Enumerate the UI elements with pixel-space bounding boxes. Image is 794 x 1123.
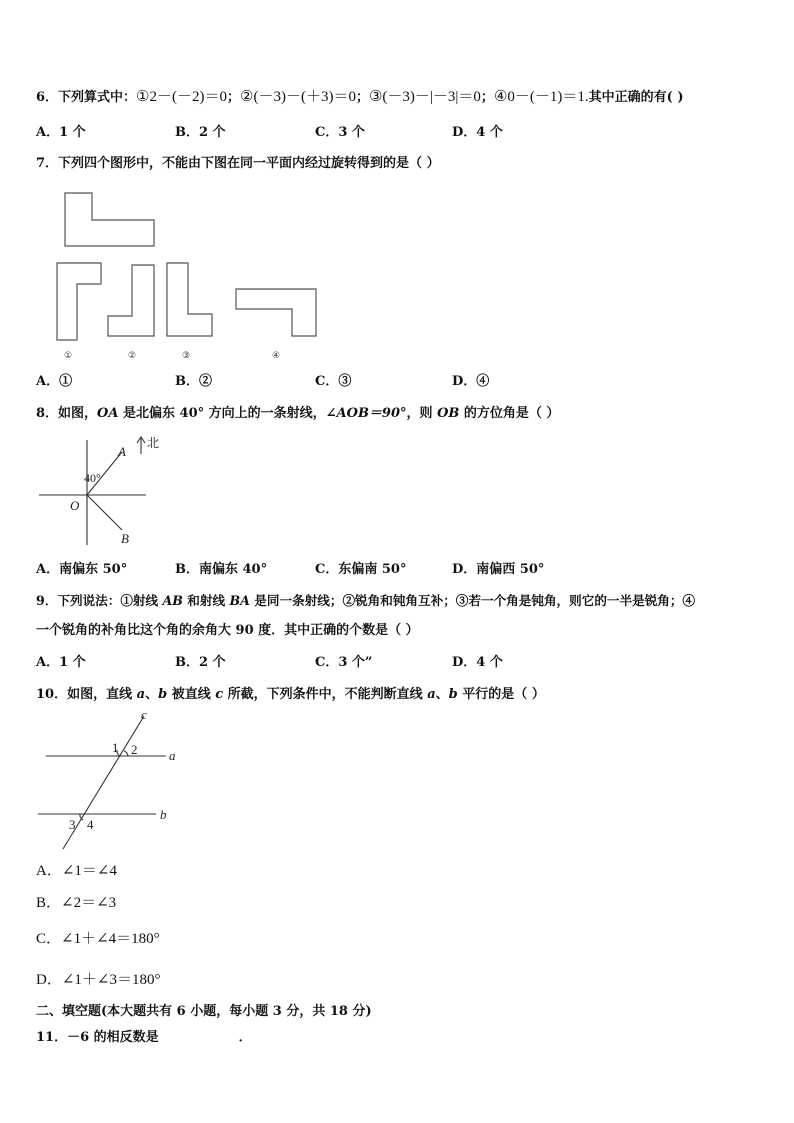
q8-angle-label: 40° xyxy=(84,471,101,485)
q10-stem-part-4: 平行的是（ ） xyxy=(457,687,545,702)
q7-shape-1 xyxy=(57,263,101,340)
q10-option-d xyxy=(36,971,160,990)
q10-option-b xyxy=(36,894,116,913)
q9-option-d: D．4 个 xyxy=(452,655,503,670)
q9-stem-part-1: 9．下列说法：①射线 xyxy=(36,593,163,608)
q9-ray-ba: BA xyxy=(229,593,250,608)
q9-stem-line-1 xyxy=(36,592,695,610)
q10-label-1: 1 xyxy=(112,740,119,755)
q8-point-b: B xyxy=(121,531,129,546)
q6-expr-4: ④0－(－1)＝1. xyxy=(493,89,589,105)
q10-sep-1: 、 xyxy=(145,687,159,702)
q10-option-a xyxy=(36,862,117,881)
q8-stem-part-2: 是北偏东 40° 方向上的一条射线， xyxy=(118,406,326,421)
q8-stem-part-4: 的方位角是（ ） xyxy=(459,406,560,421)
q9-option-a: A．1 个 xyxy=(36,655,86,670)
q6-option-d: D．4 个 xyxy=(452,125,503,140)
q8-angle-aob: ∠AOB＝90° xyxy=(325,406,407,421)
q10-label-a: a xyxy=(169,748,176,763)
q7-shape-4 xyxy=(236,289,316,336)
q10-figure xyxy=(36,706,186,856)
q7-shape-2 xyxy=(108,265,154,336)
q7-shape-3 xyxy=(167,263,212,336)
q11-stem-text: 11．－6 的相反数是 xyxy=(36,1030,159,1045)
q6-stem: 6．下列算式中：①2－(－2)＝0；②(－3)－(＋3)＝0；③(－3)－|－3|＝0；④0－(－1)＝1.其中正确的有( ) xyxy=(36,89,684,105)
q8-point-a: A xyxy=(118,444,126,459)
q7-option-b: B．② xyxy=(175,374,212,389)
q10-line-a-ref: a xyxy=(136,687,146,702)
q6-option-a: A．1 个 xyxy=(36,125,86,140)
q10-option-d-text: D．∠1＋∠3＝180° xyxy=(36,972,161,988)
q6-expr-1: ①2－(－2)＝0 xyxy=(136,89,227,105)
q6-suffix: 其中正确的有( ) xyxy=(588,90,684,105)
q7-figure xyxy=(40,185,340,370)
q10-stem-part-2: 被直线 xyxy=(167,687,216,702)
q10-option-c-text: C．∠1＋∠4＝180° xyxy=(36,931,160,947)
q9-ray-ab: AB xyxy=(162,593,183,608)
q9-option-b: B．2 个 xyxy=(175,655,226,670)
q9-stem-line-2: 一个锐角的补角比这个角的余角大 90 度．其中正确的个数是（ ） xyxy=(36,623,419,638)
q10-line-b-ref: b xyxy=(158,687,168,702)
q10-label-4: 4 xyxy=(87,817,94,832)
q8-stem-part-1: 8．如图， xyxy=(36,406,98,421)
q10-label-c: c xyxy=(141,707,147,722)
q10-stem-part-3: 所截，下列条件中，不能判断直线 xyxy=(223,687,428,702)
q10-stem xyxy=(36,686,545,704)
q10-line-a-ref-2: a xyxy=(427,687,436,702)
q7-label-2: ② xyxy=(128,351,137,361)
q8-option-a: A．南偏东 50° xyxy=(36,562,128,577)
q10-label-2: 2 xyxy=(131,742,138,757)
q7-reference-shape xyxy=(65,193,154,246)
q6-expr-3: ③(－3)－|－3|＝0 xyxy=(368,89,481,105)
q11-stem xyxy=(36,1029,252,1047)
q7-label-4: ④ xyxy=(272,351,281,361)
q8-ray-ob: OB xyxy=(437,406,460,421)
q10-label-3: 3 xyxy=(69,817,76,832)
q10-line-c-ref: c xyxy=(215,687,224,702)
q7-label-3: ③ xyxy=(182,351,191,361)
q8-option-c: C．东偏南 50° xyxy=(315,562,407,577)
q10-option-c xyxy=(36,930,160,949)
q7-option-d: D．④ xyxy=(452,374,490,389)
q9-option-c: C．3 个” xyxy=(315,655,373,670)
q8-option-d: D．南偏西 50° xyxy=(452,562,545,577)
q10-stem-part-1: 10．如图，直线 xyxy=(36,687,137,702)
q7-option-c: C．③ xyxy=(315,374,352,389)
q9-stem-part-3: 是同一条射线；②锐角和钝角互补；③若一个角是钝角，则它的一半是锐角；④ xyxy=(249,593,696,608)
q8-figure xyxy=(36,430,176,550)
q6-prefix: 6．下列算式中： xyxy=(36,90,137,105)
q6-expr-2: ②(－3)－(＋3)＝0 xyxy=(240,89,356,105)
q10-angle-2-arc xyxy=(124,751,128,756)
q11-stem-end: ． xyxy=(238,1030,252,1045)
q10-label-b: b xyxy=(160,807,167,822)
q8-point-o: O xyxy=(70,498,80,513)
q7-option-a: A．① xyxy=(36,374,73,389)
q8-stem-part-3: ，则 xyxy=(406,406,438,421)
q8-north-label: 北 xyxy=(147,436,160,450)
q8-option-b: B．南偏东 40° xyxy=(175,562,268,577)
q8-ray-oa: OA xyxy=(97,406,119,421)
q6-option-c: C．3 个 xyxy=(315,125,365,140)
q10-option-b-text: B．∠2＝∠3 xyxy=(36,895,117,911)
q7-label-1: ① xyxy=(64,351,73,361)
section-2-heading: 二、填空题(本大题共有 6 小题，每小题 3 分，共 18 分) xyxy=(36,1004,372,1019)
q10-line-b-ref-2: b xyxy=(448,687,458,702)
q6-option-b: B．2 个 xyxy=(175,125,226,140)
q8-ray-ob-line xyxy=(87,495,122,530)
q9-stem-part-2: 和射线 xyxy=(182,593,230,608)
q10-sep-2: 、 xyxy=(435,687,449,702)
q10-option-a-text: A．∠1＝∠4 xyxy=(36,863,117,879)
q7-stem: 7．下列四个图形中，不能由下图在同一平面内经过旋转得到的是（ ） xyxy=(36,156,440,171)
q8-stem xyxy=(36,405,559,423)
